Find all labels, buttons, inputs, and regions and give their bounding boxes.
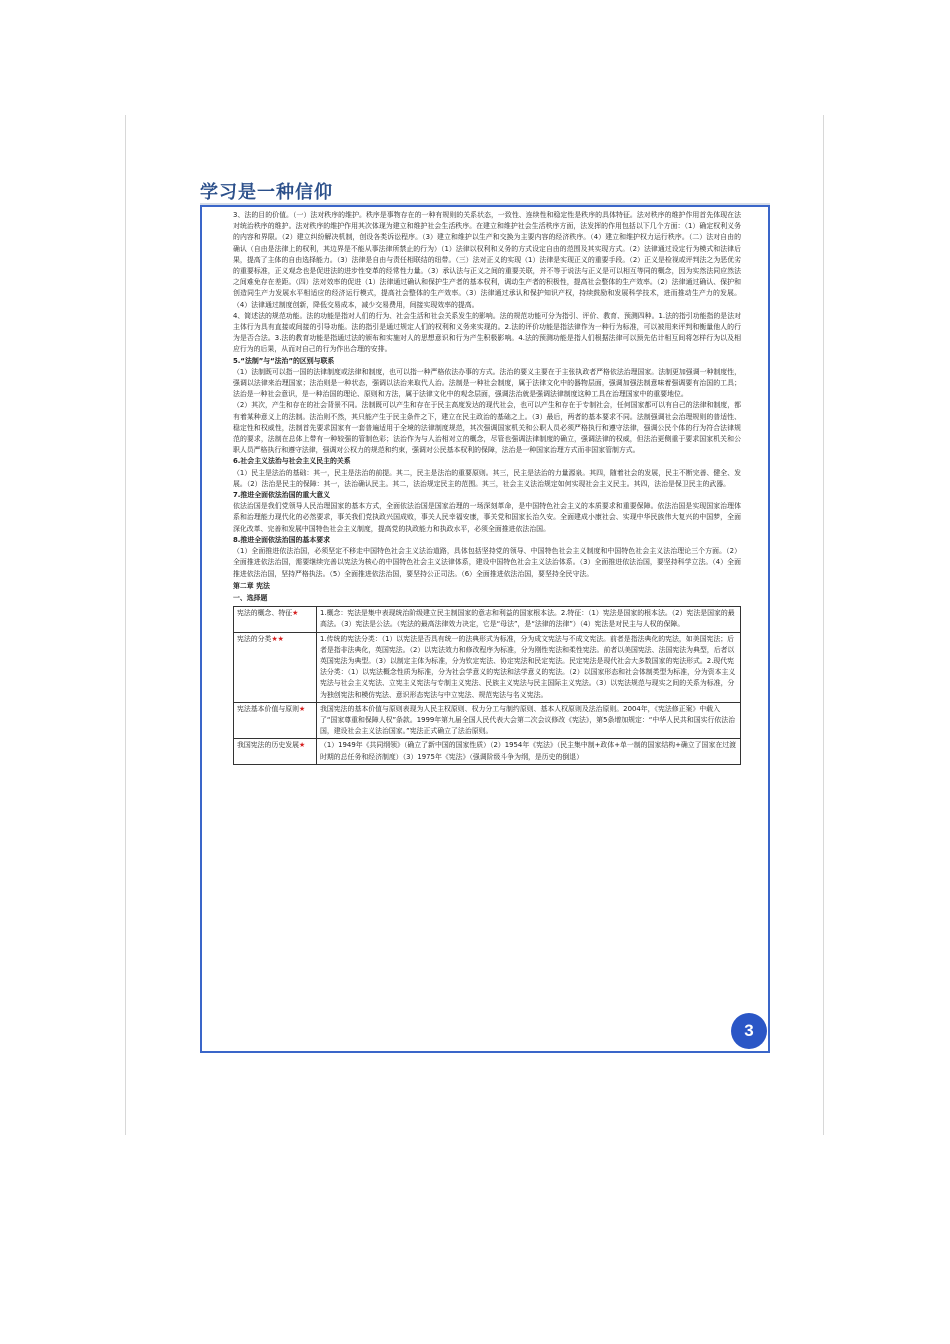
table-key-cell [234,632,317,702]
section-8-text: （1）全面推进依法治国，必须坚定不移走中国特色社会主义法治道路，具体包括坚持党的领导、中国特色社会主义制度和中国特色社会主义法治理论三个方面。（2）全面推进依法治国，需要继续完善以宪法为核心的中国特色社会主义法律体系，建设中国特色社会主义法治体系。（3）全面推进依法治国，要坚持科学立法。（4）全面推进依法治国，坚持严格执法。（5）全面推进依法治国，要坚持公正司法。（6）全面推进依法治国，要坚持全民守法。 [233,547,741,578]
chapter-title: 第二章 宪法 [233,581,270,590]
table-value-cell: 1.传统的宪法分类：（1）以宪法是否具有统一的法典形式为标准，分为成文宪法与不成文宪法。前者是指法典化的宪法，如美国宪法；后者是指非法典化，英国宪法。（2）以宪法效力和修改程序为标准，分为刚性宪法和柔性宪法。前者以美国宪法、法国宪法为典型，后者以英国宪法为典型。（3）以制定主体为标准，分为钦定宪法、协定宪法和民定宪法。民定宪法是现代社会大多数国家的宪法形式。2.现代宪法分类：（1）以宪法概念性质为标准，分为社会学意义的宪法和法学意义的宪法。（2）以国家形态和社会体制类型为标准，分为资本主义宪法与社会主义宪法、立宪主义宪法与专制主义宪法、民族主义宪法与民主国际主义宪法。（3）以宪法规范与现实之间的关系为标准，分为独创宪法和模仿宪法、意识形态宪法与中立宪法、规范宪法与名义宪法。 [317,632,741,702]
table-key-cell [234,607,317,632]
importance-stars: ★ [292,609,299,618]
table-value-cell: （1）1949年《共同纲领》（确立了新中国的国家性质）（2）1954年《宪法》（民主集中制+政体+单一制的国家结构+确立了国家在过渡时期的总任务和经济制度）（3）1975年《宪法》（强调阶级斗争为纲，是历史的倒退） [317,739,741,764]
page-margin-line-right [823,115,824,1135]
page-header-title: 学习是一种信仰 [200,182,333,203]
table-row [234,702,741,739]
constitution-table [233,606,741,765]
section-5-text-2: （2）其次，产生和存在的社会背景不同。法制既可以产生和存在于民主高度发达的现代社会，也可以产生和存在于专制社会，任何国家都可以有自己的法律和制度，都有着某种意义上的法制。法治则不然，其只能产生于民主条件之下，建立在民主政治的基础之上。（3）最后，两者的基本要求不同。法制强调社会治理规则的普适性、稳定性和权威性，法制首先要求国家有一套普遍适用于全境的法律制度规范，其次强调国家机关和公职人员必须严格执行和遵守法律，强调公民个体的行为符合法律规范的要求，法制在总体上带有一种较强的管制色彩；法治作为与人治相对立的概念，尽管也强调法律制度的确立，强调法律的权威，但法治更侧重于要求国家机关和公职人员严格执行和遵守法律，强调对公权力的规范和约束，强调对公民基本权利的保障，法治是一种国家治理方式而非国家管制方式。 [233,401,741,455]
page-number-badge: 3 [731,1013,767,1049]
importance-stars: ★ [299,704,306,713]
row-key: 宪法的分类 [237,634,272,643]
section-7-text: 依法治国是我们党领导人民治理国家的基本方式，全面依法治国是国家治理的一场深刻革命，是中国特色社会主义的本质要求和重要保障。依法治国是实现国家治理体系和治理能力现代化的必然要求，事关我们党执政兴国成败，事关人民幸福安康，事关党和国家长治久安。全面建成小康社会、实现中华民族伟大复兴的中国梦，全面深化改革、完善和发展中国特色社会主义制度，提高党的执政能力和执政水平，必须全面推进依法治国。 [233,502,741,533]
row-key: 我国宪法的历史发展 [237,741,300,750]
table-row [234,607,741,632]
document-content [233,210,741,765]
section-6-text: （1）民主是法治的基础：其一，民主是法治的前提。其二，民主是法治的重要原则。其三，民主是法治的力量源泉。其四，随着社会的发展，民主不断完善、健全、发展。（2）法治是民主的保障：其一，法治确认民主。其二，法治规定民主的范围。其三，社会主义法治规定如何实现社会主义民主。其四，法治是保卫民主的武器。 [233,468,741,488]
table-key-cell [234,702,317,739]
page-margin-line-left [125,115,126,1135]
importance-stars: ★ [299,741,306,750]
table-row [234,739,741,764]
section-5-title: 5.“法制”与“法治”的区别与联系 [233,356,335,365]
section-3-text: 3、法的目的价值。（一）法对秩序的维护。秩序是事物存在的一种有规则的关系状态，一致性、连续性和稳定性是秩序的具体特征。法对秩序的维护作用首先体现在法对统治秩序的维护。法对秩序的维护作用其次体现为建立和维护社会生活秩序。在建立和维护社会生活秩序方面，法发挥的作用包括以下几个方面：（1）确定权利义务的内容和界限。（2）建立纠纷解决机制，创设各类诉讼程序。（3）建立和维护以生产和交换为主要内容的经济秩序。（4）建立和维护权力运行秩序。（二）法对自由的确认（自由是法律上的权利，其边界是不能从事法律所禁止的行为）（1）法律以权利和义务的方式设定自由的范围及其实现方式。（2）法律通过设定行为模式和法律后果，提高了主体的自由选择能力。（3）法律是自由与责任相联结的纽带。（三）法对正义的实现（1）法律是实现正义的重要手段。（2）正义是检视或评判法之为恶优劣的重要标准，正义观念也是促进法的进步性变革的经常性力量。（3）承认法与正义之间的重要关联，并不等于说法与正义是可以相互等同的概念，因为实然法同应然法之间难免存在差距。（四）法对效率的促进（1）法律通过确认和保护生产者的基本权利，调动生产者的积极性，提高社会整体的生产效率。（2）法律通过确认、保护和创造同生产力发展水平相适应的经济运行模式，提高社会整体的生产效率。（3）法律通过承认和保护知识产权，持续鼓励和发展科学技术，进而推动生产力的发展。（4）法律通过制度创新，降低交易成本，减少交易费用，间接实现效率的提高。 [233,211,741,309]
table-value-cell: 我国宪法的基本价值与原则表现为人民主权原则、权力分工与制约原则、基本人权原则及法治原则。2004年，《宪法修正案》中载入了“国家尊重和保障人权”条款。1999年第九届全国人民代表大会第二次会议修改《宪法》，第5条增加规定：“中华人民共和国实行依法治国，建设社会主义法治国家。”宪法正式确立了法治原则。 [317,702,741,739]
section-5-text-1: （1）法制既可以指一国的法律制度或法律和制度，也可以指一种严格依法办事的方式。法治的要义主要在于主张执政者严格依法治理国家。法制更加强调一种制度性，强调以法律来治理国家；法治则是一种状态，强调以法治来取代人治。法制是一种社会制度，属于法律文化中的器物层面，强调加强法制意味着强调要有治国的工具；法治是一种社会意识，是一种治国的理论、原则和方法，属于法律文化中的观念层面，强调法治就是强调法律制度这种工具在治理国家中的重要地位。 [233,367,741,399]
section-4-text: 4、简述法的规范功能。法的功能是指对人们的行为、社会生活和社会关系发生的影响。法的规范功能可分为指引、评价、教育、预测四种。1.法的指引功能指的是法对主体行为具有直接或间接的引导功能。法的指引是通过规定人们的权利和义务来实现的。2.法的评价功能是指法律作为一种行为标准，可以被用来评判和衡量他人的行为是否合法。3.法的教育功能是指通过法的颁布和实施对人的思想意识和行为产生积极影响。4.法的预测功能是指人们根据法律可以预先估计相互间将怎样行为以及相应行为的后果，从而对自己的行为作出合理的安排。 [233,311,741,354]
row-key: 宪法基本价值与原则 [237,704,300,713]
table-value-cell: 1.概念：宪法是集中表现统治阶级建立民主制国家的意志和利益的国家根本法。2.特征：（1）宪法是国家的根本法。（2）宪法是国家的最高法。（3）宪法是公法。（宪法的最高法律效力决定，它是“母法”，是“法律的法律”）（4）宪法是对民主与人权的保障。 [317,607,741,632]
table-row [234,632,741,702]
importance-stars: ★★ [271,634,284,643]
section-6-title: 6.社会主义法治与社会主义民主的关系 [233,457,351,466]
section-7-title: 7.推进全面依法治国的重大意义 [233,491,330,500]
section-8-title: 8.推进全面依法治国的基本要求 [233,535,330,544]
table-key-cell [234,739,317,764]
row-key: 宪法的概念、特征 [237,609,293,618]
question-type-heading: 一、选择题 [233,593,268,602]
